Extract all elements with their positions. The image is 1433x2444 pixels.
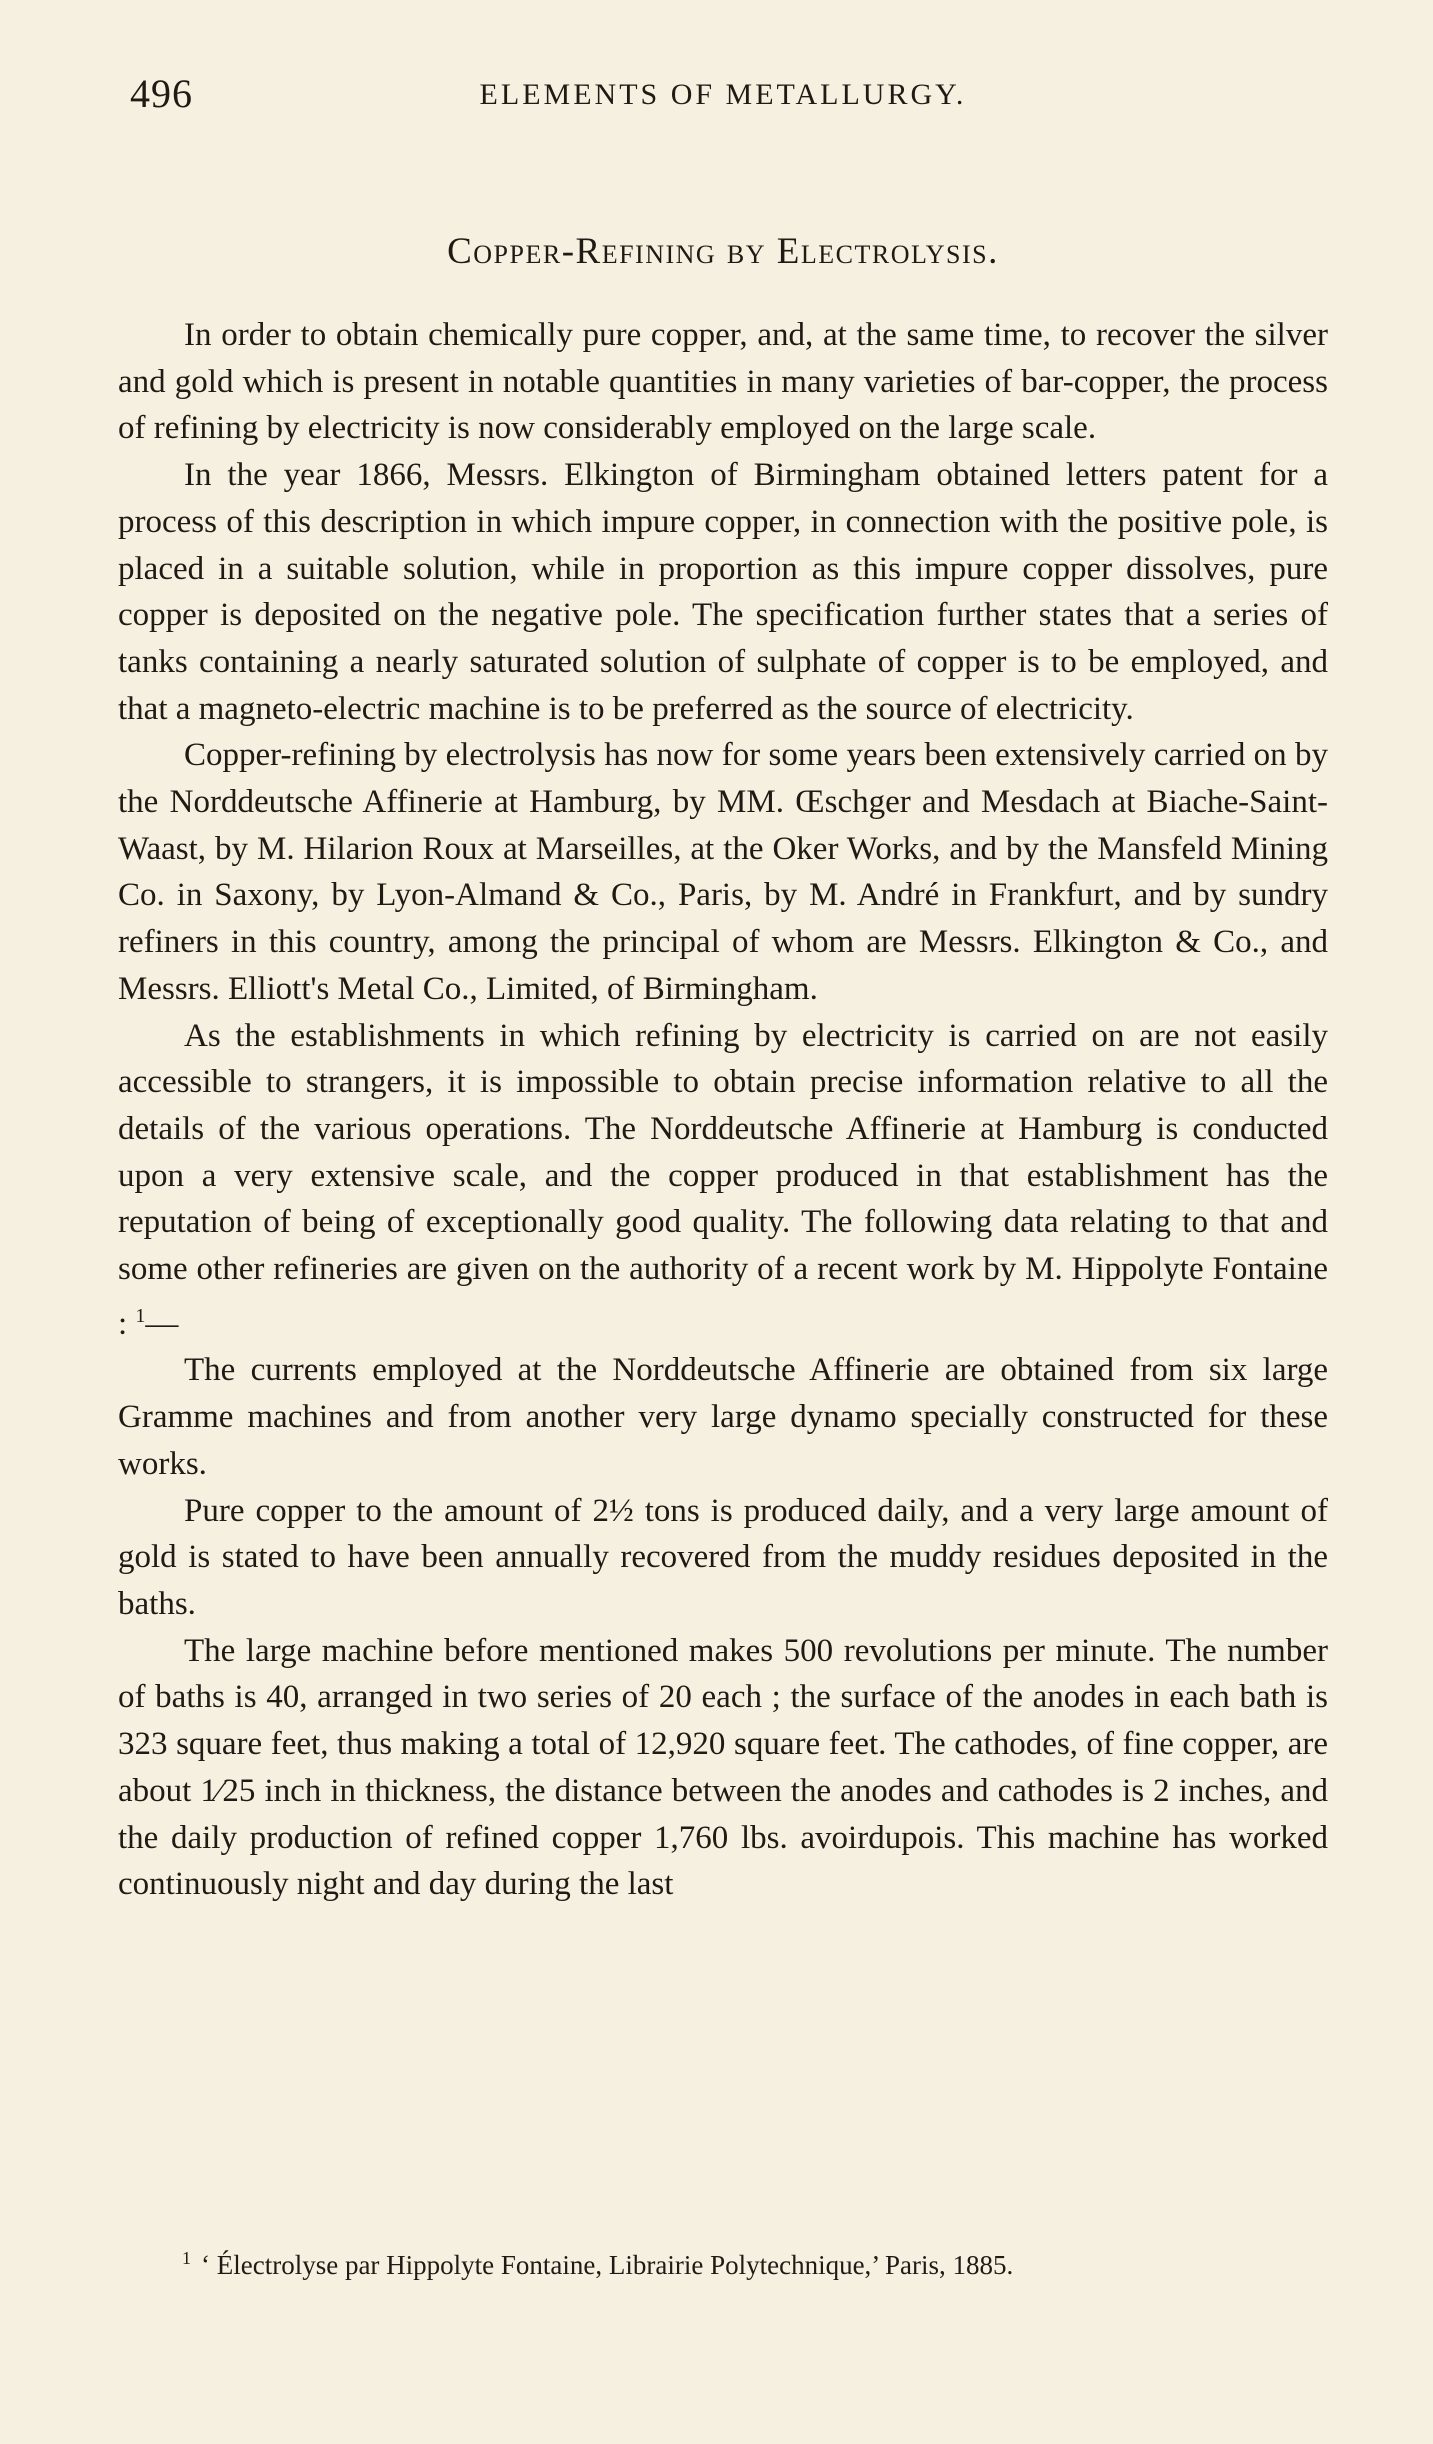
paragraph: In order to obtain chemically pure copper, and, at the same time, to recover the silver and gold which is present in notable quantities in many varieties of bar-copper, the process of refining by electricity is now considerably employed on the large scale.	[118, 317, 1328, 447]
paragraph: The currents employed at the Norddeutsche Affinerie are obtained from six large Gramme machines and from another very large dynamo specially constructed for these works.	[118, 1352, 1328, 1482]
paragraph: The large machine before mentioned makes 500 revolutions per minute. The number of baths is 40, arranged in two series of 20 each ; the surface of the anodes in each bath is 323 square feet, thus making a total of 12,920 square feet. The cathodes, of fine copper, are about 1⁄25 inch in thickness, the distance between the anodes and cathodes is 2 inches, and the daily production of refined copper 1,760 lbs. avoirdupois. This machine has worked continuously night and day during the last	[118, 1632, 1328, 1903]
running-head	[118, 70, 1328, 120]
section-title: Copper-Refining by Electrolysis.	[447, 231, 999, 272]
footnote-text: ‘ Électrolyse par Hippolyte Fontaine, Librairie Polytechnique,’ Paris, 1885.	[201, 2250, 1014, 2280]
paragraph: Copper-refining by electrolysis has now for some years been extensively carried on by the Norddeutsche Affinerie at Hamburg, by MM. Œschger and Mesdach at Biache-Saint-Waast, by M. Hilarion Roux at Marseilles, at the Oker Works, and by the Mansfeld Mining Co. in Saxony, by Lyon-Almand & Co., Paris, by M. André in Frankfurt, and by sundry refiners in this country, among the principal of whom are Messrs. Elkington & Co., and Messrs. Elliott's Metal Co., Limited, of Birmingham.	[118, 737, 1328, 1007]
paragraph: In the year 1866, Messrs. Elkington of Birmingham obtained letters patent for a process of this description in which impure copper, in connection with the positive pole, is placed in a suitable solution, while in proportion as this impure copper dissolves, pure copper is deposited on the negative pole. The specification further states that a series of tanks containing a nearly saturated solution of sulphate of copper is to be employed, and that a magneto-electric machine is to be preferred as the source of electricity.	[118, 457, 1328, 727]
footnote-mark: 1	[182, 2248, 191, 2268]
footnote	[118, 2240, 1328, 2283]
body-text	[118, 312, 1328, 1908]
paragraph: Pure copper to the amount of 2½ tons is produced daily, and a very large amount of gold is stated to have been annually recovered from the muddy residues deposited in the baths.	[118, 1492, 1328, 1622]
running-title: ELEMENTS OF METALLURGY.	[479, 78, 967, 111]
page-number: 496	[130, 71, 193, 116]
paragraph-with-footnote-ref	[118, 1013, 1328, 1348]
footnote-ref-dash: —	[145, 1305, 179, 1342]
paragraph-text: As the establishments in which refining by electricity is carried on are not easily accessible to strangers, it is impossible to obtain precise information relative to all the details of the various operations. The Norddeutsche Affinerie at Hamburg is conducted upon a very extensive scale, and the copper produced in that establishment has the reputation of being of exceptionally good quality. The following data relating to that and some other refineries are given on the authority of a recent work by M. Hippolyte Fontaine :	[118, 1017, 1328, 1342]
footnote-reference: 1	[135, 1304, 146, 1327]
